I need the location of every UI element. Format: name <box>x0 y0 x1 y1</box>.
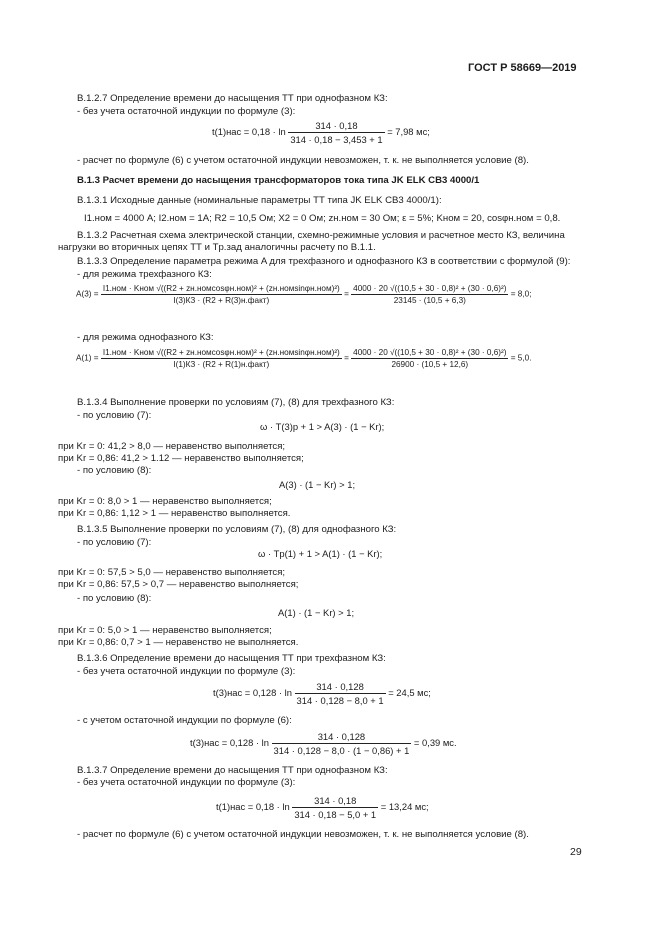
text-line: - без учета остаточной индукции по формуле (3): <box>77 666 296 677</box>
formula-numerator: I1.ном · Kном √((R2 + zн.номcosφн.ном)² + (zн.номsinφн.ном)²) <box>102 284 340 293</box>
formula-numerator: 314 · 0,18 <box>292 795 378 808</box>
formula-fraction <box>101 284 342 305</box>
formula-cond8-3: A(3) · (1 − Kr) > 1; <box>279 479 356 490</box>
formula-numerator: 4000 · 20 √((10,5 + 30 · 0,8)² + (30 · 0,6)²) <box>353 348 507 357</box>
section-b132-title: В.1.3.2 Расчетная схема электрической станции, схемно-режимные условия и расчетное место КЗ, величина <box>77 230 565 241</box>
formula-f1b <box>216 795 429 820</box>
formula-numerator: I1.ном · Kном √((R2 + zн.номcosφн.ном)² + (zн.номsinφн.ном)²) <box>102 348 340 357</box>
formula-lhs: t(3)нас = 0,128 · ln <box>213 686 292 698</box>
formula-f3a <box>213 681 431 706</box>
formula-rhs: = 0,39 мс. <box>413 736 457 748</box>
formula-A1: A(1) = I1.ном · Kном √((R2 + zн.номcosφн.ном)² + (zн.номsinφн.ном)²) I(1)КЗ · (R2 + R(1)н.факт) = $\frac{\text{4000 · 20 √((10,5 + 30 · 0,8)² + (30 · 0,6)²)}}{26900 \cdot (10,5 + 12,6)}$ = 5,0. <box>76 348 532 369</box>
section-b136-title: В.1.3.6 Определение времени до насыщения ТТ при трехфазном КЗ: <box>77 653 386 664</box>
text-line: - с учетом остаточной индукции по формуле (6): <box>77 715 292 726</box>
section-b134-title: В.1.3.4 Выполнение проверки по условиям (7), (8) для трехфазного КЗ: <box>77 397 395 408</box>
section-b133-title: В.1.3.3 Определение параметра режима A для трехфазного и однофазного КЗ в соответствии с формулой (9): <box>77 256 571 267</box>
formula-lhs: A(1) = <box>76 353 99 363</box>
text-line: - по условию (8): <box>77 465 152 476</box>
formula-rhs: = 13,24 мс; <box>380 800 429 812</box>
text-line: - без учета остаточной индукции по формуле (3): <box>77 777 296 788</box>
section-b127-title: В.1.2.7 Определение времени до насыщения ТТ при однофазном КЗ: <box>77 93 388 104</box>
result-line: при Kr = 0: 5,0 > 1 — неравенство выполняется; <box>58 625 272 636</box>
formula-rhs: = 8,0; <box>510 289 532 299</box>
formula-cond8-1: A(1) · (1 − Kr) > 1; <box>278 607 355 618</box>
formula-lhs: t(3)нас = 0,128 · ln <box>190 736 269 748</box>
result-line: при Kr = 0,86: 0,7 > 1 — неравенство не выполняется. <box>58 637 299 648</box>
formula-f1 <box>212 120 430 145</box>
formula-denominator: 314 · 0,128 − 8,0 · (1 − 0,86) + 1 <box>273 745 410 756</box>
section-b13-title: В.1.3 Расчет времени до насыщения трансформаторов тока типа JK ELK CB3 4000/1 <box>77 175 480 186</box>
standard-header: ГОСТ Р 58669—2019 <box>468 62 577 74</box>
text-line: - расчет по формуле (6) с учетом остаточной индукции невозможен, т. к. не выполняется условие (8). <box>77 155 529 166</box>
formula-fraction <box>292 795 378 820</box>
formula-fraction-values <box>351 284 508 305</box>
params-line: I1.ном = 4000 А; I2.ном = 1А; R2 = 10,5 Ом; X2 = 0 Ом; zн.ном = 30 Ом; ε = 5%; Kном = 20, cosφн.ном = 0,8. <box>84 213 561 224</box>
formula-lhs: A(3) = <box>76 289 99 299</box>
formula-numerator: 314 · 0,128 <box>272 731 412 744</box>
formula-fraction <box>295 681 386 706</box>
text-line: - для режима однофазного КЗ: <box>77 332 214 343</box>
formula-numerator: 314 · 0,18 <box>288 120 384 133</box>
text-line: - расчет по формуле (6) с учетом остаточной индукции невозможен, т. к. не выполняется условие (8). <box>77 829 529 840</box>
formula-rhs: = 5,0. <box>510 353 532 363</box>
text-line: - без учета остаточной индукции по формуле (3): <box>77 106 296 117</box>
formula-denominator: I(1)КЗ · (R2 + R(1)н.факт) <box>173 360 270 369</box>
text-line: - по условию (7): <box>77 537 152 548</box>
text-line: нагрузки во вторичных цепях ТТ и Tр.зад аналогичны расчету по В.1.1. <box>58 242 376 253</box>
text-line: - по условию (7): <box>77 410 152 421</box>
formula-fraction-values <box>351 348 508 369</box>
formula-f3b <box>190 731 457 756</box>
formula-denominator: 23145 · (10,5 + 6,3) <box>393 296 466 305</box>
text-line: - по условию (8): <box>77 593 152 604</box>
text-line: - для режима трехфазного КЗ: <box>77 269 212 280</box>
section-b137-title: В.1.3.7 Определение времени до насыщения ТТ при однофазном КЗ: <box>77 765 388 776</box>
formula-lhs: t(1)нас = 0,18 · ln <box>212 125 286 137</box>
formula-denominator: 314 · 0,18 − 5,0 + 1 <box>294 809 377 820</box>
result-line: при Kr = 0: 8,0 > 1 — неравенство выполняется; <box>58 496 272 507</box>
page-number: 29 <box>570 846 582 858</box>
result-line: при Kr = 0,86: 57,5 > 0,7 — неравенство выполняется; <box>58 579 299 590</box>
formula-denominator: 314 · 0,18 − 3,453 + 1 <box>290 134 383 145</box>
formula-rhs: = 7,98 мс; <box>387 125 430 137</box>
formula-denominator: 314 · 0,128 − 8,0 + 1 <box>296 695 384 706</box>
formula-numerator: 4000 · 20 √((10,5 + 30 · 0,8)² + (30 · 0,6)²) <box>353 284 507 293</box>
formula-fraction <box>272 731 412 756</box>
result-line: при Kr = 0: 41,2 > 8,0 — неравенство выполняется; <box>58 441 286 452</box>
formula-A3: A(3) = I1.ном · Kном √((R2 + zн.номcosφн.ном)² + (zн.номsinφн.ном)²) I(3)КЗ · (R2 + R(3)н.факт) = $\frac{\text{4000 · 20 √((10,5 + 30 · 0,8)² + (30 · 0,6)²)}}{23145 \cdot (10,5 + 6,3)}$ = 8,0; <box>76 284 532 305</box>
formula-fraction <box>288 120 384 145</box>
result-line: при Kr = 0: 57,5 > 5,0 — неравенство выполняется; <box>58 567 286 578</box>
formula-fraction <box>101 348 342 369</box>
formula-numerator: 314 · 0,128 <box>295 681 386 694</box>
formula-lhs: t(1)нас = 0,18 · ln <box>216 800 290 812</box>
formula-denominator: I(3)КЗ · (R2 + R(3)н.факт) <box>173 296 270 305</box>
formula-cond7-3: ω · T(3)p + 1 > A(3) · (1 − Kr); <box>260 421 385 432</box>
result-line: при Kr = 0,86: 41,2 > 1.12 — неравенство выполняется; <box>58 453 304 464</box>
formula-rhs: = 24,5 мс; <box>388 686 431 698</box>
formula-cond7-1: ω · Tp(1) + 1 > A(1) · (1 − Kr); <box>258 548 383 559</box>
result-line: при Kr = 0,86: 1,12 > 1 — неравенство выполняется. <box>58 508 291 519</box>
formula-denominator: 26900 · (10,5 + 12,6) <box>391 360 469 369</box>
section-b131-title: В.1.3.1 Исходные данные (номинальные параметры ТТ типа JK ELK CB3 4000/1): <box>77 195 442 206</box>
section-b135-title: В.1.3.5 Выполнение проверки по условиям (7), (8) для однофазного КЗ: <box>77 524 397 535</box>
